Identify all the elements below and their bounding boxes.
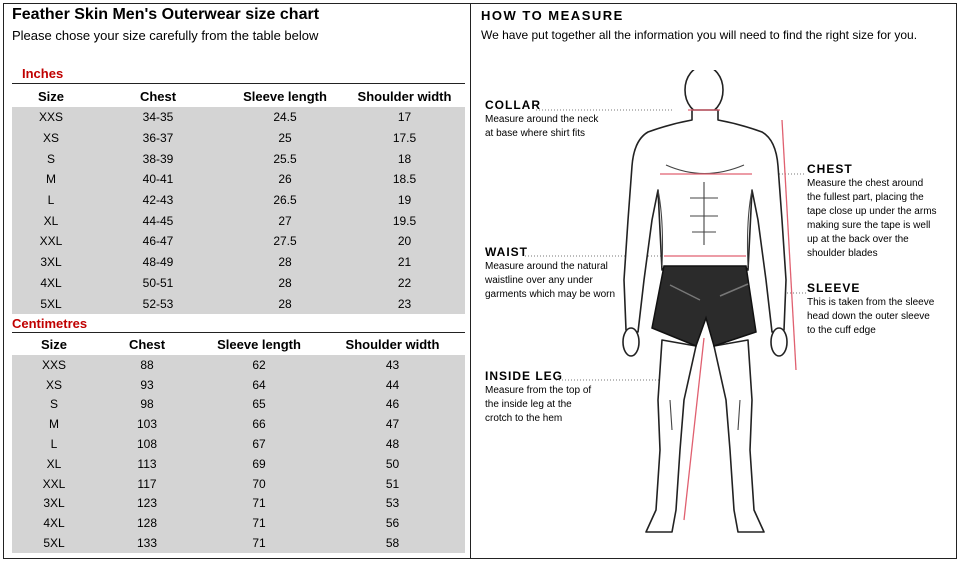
shoulder-width-cell: 46 [385, 397, 400, 412]
chest-cell: 88 [140, 357, 154, 372]
chest-cell: 98 [140, 397, 154, 412]
size-cell: S [49, 397, 58, 412]
sleeve-length-cell: 71 [252, 516, 266, 531]
shoulder-width-cell: 44 [385, 377, 400, 392]
sleeve-length-cell: 71 [252, 536, 266, 551]
how-to-measure-title: HOW TO MEASURE [481, 8, 624, 23]
size-cell: M [46, 172, 56, 187]
shoulder-width-cell: 17.5 [392, 131, 417, 146]
sleeve-length-cell: 71 [252, 496, 266, 511]
size-cell: 3XL [40, 255, 62, 270]
waist-label: WAIST [485, 245, 528, 259]
chest-cell: 117 [137, 476, 157, 491]
table-row [12, 494, 465, 514]
how-to-measure-subtitle: We have put together all the information you will need to find the right size for you. [481, 28, 918, 42]
size-cell: XL [46, 456, 62, 471]
chest-cell: 103 [136, 417, 158, 432]
chest-cell: 42-43 [142, 193, 174, 208]
size-cell: 4XL [43, 516, 65, 531]
shoulder-width-cell: 19 [397, 193, 412, 208]
centimetres-header-row [12, 333, 465, 355]
shoulder-width-cell: 18 [397, 151, 412, 166]
table-row [12, 273, 465, 294]
sleeve-length-cell: 25 [278, 131, 292, 146]
inches-rule [12, 83, 465, 84]
shoulder-width-cell: 43 [385, 357, 400, 372]
shoulder-width-cell: 47 [385, 417, 400, 432]
table-row [12, 210, 465, 231]
chest-description [807, 177, 937, 261]
waist-line: garments which may be worn [485, 289, 616, 300]
table-row [12, 107, 465, 128]
chest-line: up at the back over the [807, 234, 909, 245]
table-row [12, 231, 465, 252]
centimetres-table-body [12, 355, 465, 553]
size-cell: XL [43, 213, 59, 228]
chest-cell: 108 [136, 437, 158, 452]
sleeve-length-cell: 24.5 [273, 110, 297, 125]
size-cell: XXS [41, 357, 66, 372]
size-cell: XS [42, 131, 59, 146]
chest-cell: 44-45 [142, 213, 174, 228]
size-cell: L [47, 193, 55, 208]
inches-table-body [12, 107, 465, 314]
header-chest: Chest [139, 88, 177, 104]
table-row [12, 474, 465, 494]
size-cell: 4XL [40, 275, 62, 290]
table-row [12, 190, 465, 211]
table-row [12, 414, 465, 434]
chest-cell: 123 [136, 496, 158, 511]
sleeve-description [807, 296, 934, 338]
size-cell: XS [45, 377, 62, 392]
inches-table [12, 85, 465, 314]
chest-cell: 93 [140, 377, 154, 392]
sleeve-length-cell: 26 [278, 172, 292, 187]
sleeve-length-cell: 66 [252, 417, 266, 432]
chest-cell: 48-49 [142, 255, 174, 270]
size-cell: M [49, 417, 59, 432]
header-size: Size [40, 336, 67, 352]
inside-leg-line: crotch to the hem [485, 413, 563, 424]
size-cell: XXS [38, 110, 63, 125]
chest-cell: 133 [136, 536, 158, 551]
chest-cell: 52-53 [142, 296, 174, 311]
sleeve-length-cell: 28 [278, 255, 292, 270]
chest-cell: 40-41 [142, 172, 174, 187]
chest-cell: 46-47 [142, 234, 174, 249]
shoulder-width-cell: 18.5 [392, 172, 417, 187]
size-cell: S [46, 151, 55, 166]
sleeve-line: This is taken from the sleeve [807, 297, 935, 308]
sleeve-length-cell: 26.5 [273, 193, 297, 208]
collar-line: Measure around the neck [485, 114, 599, 125]
inside-leg-line: Measure from the top of [485, 385, 592, 396]
table-row [12, 513, 465, 533]
shoulder-width-cell: 17 [397, 110, 412, 125]
sleeve-length-cell: 27 [278, 213, 292, 228]
header-shoulder-width: Shoulder width [357, 88, 452, 104]
size-cell: 5XL [40, 296, 62, 311]
sleeve-line: head down the outer sleeve [807, 311, 930, 322]
chest-line: Measure the chest around [807, 178, 924, 189]
table-row [12, 533, 465, 553]
shoulder-width-cell: 51 [385, 476, 400, 491]
shoulder-width-cell: 22 [397, 275, 412, 290]
header-sleeve-length: Sleeve length [243, 88, 327, 104]
header-size: Size [37, 88, 64, 104]
table-row [12, 128, 465, 149]
size-cell: XXL [42, 476, 66, 491]
chest-cell: 50-51 [142, 275, 174, 290]
chest-line: shoulder blades [807, 248, 878, 259]
size-cell: XXL [39, 234, 63, 249]
table-row [12, 148, 465, 169]
shoulder-width-cell: 53 [385, 496, 400, 511]
shoulder-width-cell: 58 [385, 536, 400, 551]
inches-label: Inches [22, 66, 64, 81]
sleeve-length-cell: 65 [252, 397, 266, 412]
chest-cell: 36-37 [142, 131, 174, 146]
waist-line: Measure around the natural [485, 261, 608, 272]
chest-line: tape close up under the arms [807, 206, 937, 217]
sleeve-length-cell: 69 [252, 456, 266, 471]
table-row [12, 293, 465, 314]
table-row [12, 434, 465, 454]
inside-leg-line: the inside leg at the [485, 399, 572, 410]
chest-label: CHEST [807, 162, 853, 176]
chest-cell: 38-39 [142, 151, 174, 166]
shoulder-width-cell: 50 [385, 456, 400, 471]
shoulder-width-cell: 21 [397, 255, 412, 270]
inside-leg-label: INSIDE LEG [485, 369, 564, 383]
shoulder-width-cell: 23 [397, 296, 412, 311]
sleeve-length-cell: 62 [252, 357, 266, 372]
sleeve-length-cell: 64 [252, 377, 266, 392]
sleeve-line: to the cuff edge [807, 325, 876, 336]
page-title: Feather Skin Men's Outerwear size chart [12, 6, 320, 23]
sleeve-label: SLEEVE [807, 281, 861, 295]
sleeve-length-cell: 27.5 [273, 234, 297, 249]
collar-label: COLLAR [485, 98, 541, 112]
chest-line: the fullest part, placing the [807, 192, 924, 203]
table-row [12, 375, 465, 395]
panel-divider [470, 3, 471, 559]
table-row [12, 395, 465, 415]
inside-leg-description [485, 384, 591, 426]
shoulder-width-cell: 19.5 [392, 213, 417, 228]
collar-line: at base where shirt fits [485, 128, 586, 139]
waist-description [485, 260, 615, 302]
header-shoulder-width: Shoulder width [345, 336, 440, 352]
body-figure-illustration [600, 70, 810, 555]
sleeve-length-cell: 67 [252, 437, 266, 452]
chest-cell: 34-35 [142, 110, 174, 125]
sleeve-length-cell: 25.5 [273, 151, 297, 166]
collar-description [485, 113, 598, 141]
waist-line: waistline over any under [485, 275, 593, 286]
shoulder-width-cell: 48 [385, 437, 400, 452]
sleeve-length-cell: 28 [278, 275, 292, 290]
size-cell: L [50, 437, 58, 452]
chest-line: making sure the tape is well [807, 220, 931, 231]
table-row [12, 454, 465, 474]
size-cell: 3XL [43, 496, 65, 511]
chest-cell: 113 [137, 456, 157, 471]
centimetres-table [12, 333, 465, 553]
shoulder-width-cell: 56 [385, 516, 400, 531]
inches-header-row [12, 85, 465, 107]
chest-cell: 128 [136, 516, 158, 531]
header-chest: Chest [128, 336, 166, 352]
table-row [12, 355, 465, 375]
size-cell: 5XL [43, 536, 65, 551]
sleeve-length-cell: 28 [278, 296, 292, 311]
table-row [12, 169, 465, 190]
page-subtitle: Please chose your size carefully from the table below [12, 28, 319, 43]
shoulder-width-cell: 20 [397, 234, 412, 249]
header-sleeve-length: Sleeve length [217, 336, 301, 352]
centimetres-label: Centimetres [12, 316, 88, 331]
table-row [12, 252, 465, 273]
sleeve-length-cell: 70 [252, 476, 266, 491]
